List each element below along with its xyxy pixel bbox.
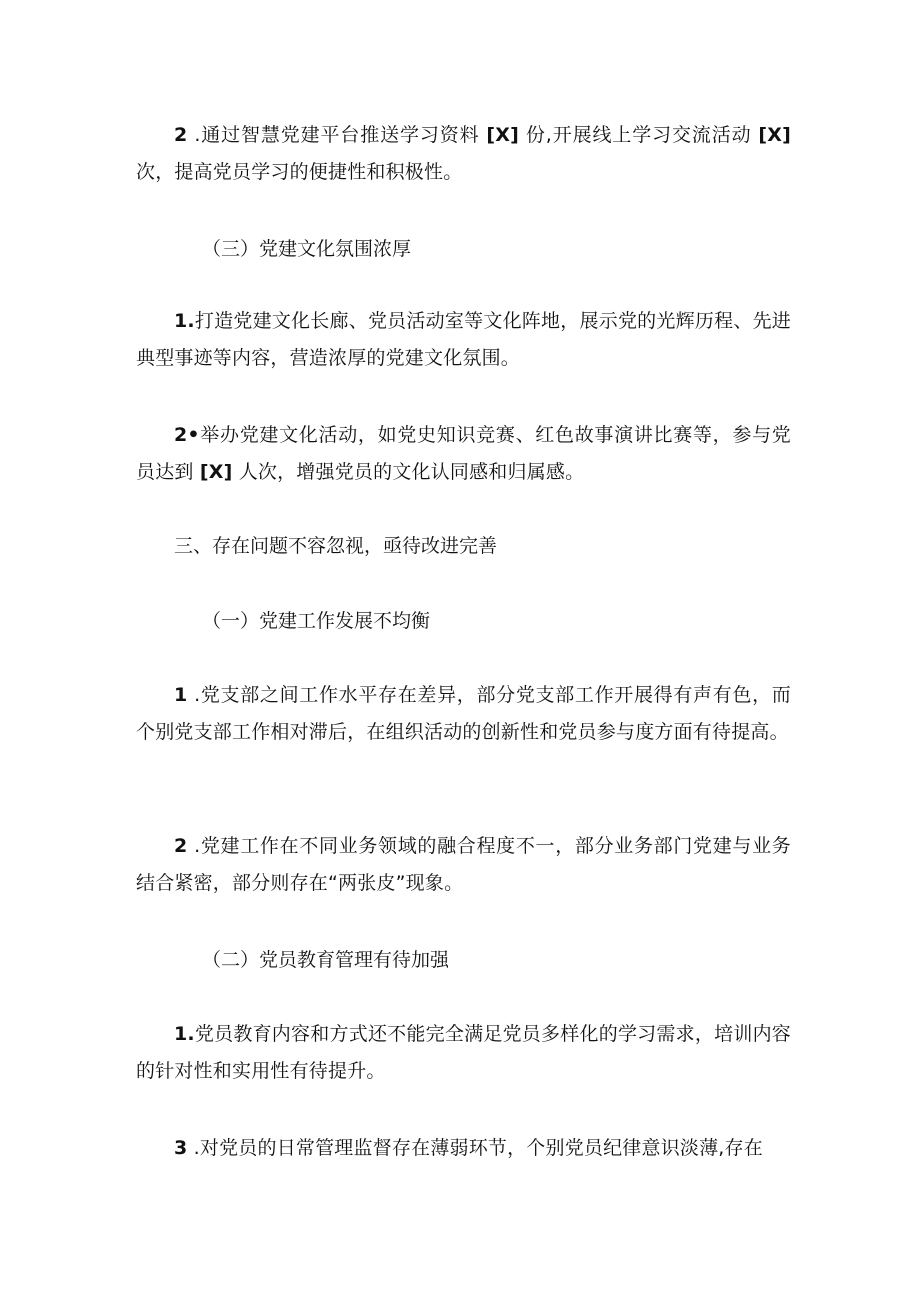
item-number: 3 bbox=[174, 1137, 188, 1159]
paragraph-education-content bbox=[136, 1016, 791, 1090]
paragraph-supervision bbox=[136, 1130, 791, 1167]
paragraph-text: 举办党建文化活动，如党史知识竞赛、红色故事演讲比赛等，参与党员达到 bbox=[136, 424, 791, 483]
paragraph-integration bbox=[136, 828, 791, 902]
placeholder-mark: [X] bbox=[199, 461, 233, 483]
paragraph-text: 党员教育内容和方式还不能完全满足党员多样化的学习需求，培训内容的针对性和实用性有待提升。 bbox=[136, 1023, 791, 1082]
placeholder-mark: [X] bbox=[758, 124, 791, 146]
section-heading-education: （二）党员教育管理有待加强 bbox=[202, 949, 450, 971]
paragraph-text: 打造党建文化长廊、党员活动室等文化阵地，展示党的光辉历程、先进典型事迹等内容，营造浓厚的党建文化氛围。 bbox=[136, 310, 791, 369]
section-heading-imbalance: （一）党建工作发展不均衡 bbox=[202, 610, 431, 632]
item-number: 1. bbox=[174, 1023, 195, 1045]
paragraph-text: .通过智慧党建平台推送学习资料 bbox=[187, 124, 487, 146]
paragraph-text: .党支部之间工作水平存在差异，部分党支部工作开展得有声有色，而个别党支部工作相对滞后，在组织活动的创新性和党员参与度方面有待提高。 bbox=[136, 684, 791, 743]
paragraph-culture-positions bbox=[136, 303, 791, 377]
placeholder-mark: [X] bbox=[486, 124, 520, 146]
paragraph-text: 人次，增强党员的文化认同感和归属感。 bbox=[232, 461, 585, 483]
item-number: 2• bbox=[174, 424, 200, 446]
paragraph-text: .对党员的日常管理监督存在薄弱环节，个别党员纪律意识淡薄,存在 bbox=[187, 1137, 763, 1159]
section-heading-culture: （三）党建文化氛围浓厚 bbox=[202, 238, 412, 260]
chapter-heading-problems: 三、存在问题不容忽视，亟待改进完善 bbox=[174, 535, 498, 557]
paragraph-text: .党建工作在不同业务领域的融合程度不一，部分业务部门党建与业务结合紧密，部分则存在“两张皮”现象。 bbox=[136, 835, 791, 894]
paragraph-text: 份,开展线上学习交流活动 bbox=[519, 124, 759, 146]
item-number: 2 bbox=[174, 124, 188, 146]
paragraph-branch-differences bbox=[136, 677, 791, 751]
paragraph-platform-study bbox=[136, 117, 791, 191]
paragraph-culture-activities bbox=[136, 417, 791, 491]
item-number: 1 bbox=[174, 684, 188, 706]
item-number: 1. bbox=[174, 310, 195, 332]
item-number: 2 bbox=[174, 835, 188, 857]
paragraph-text: 次，提高党员学习的便捷性和积极性。 bbox=[136, 161, 463, 183]
